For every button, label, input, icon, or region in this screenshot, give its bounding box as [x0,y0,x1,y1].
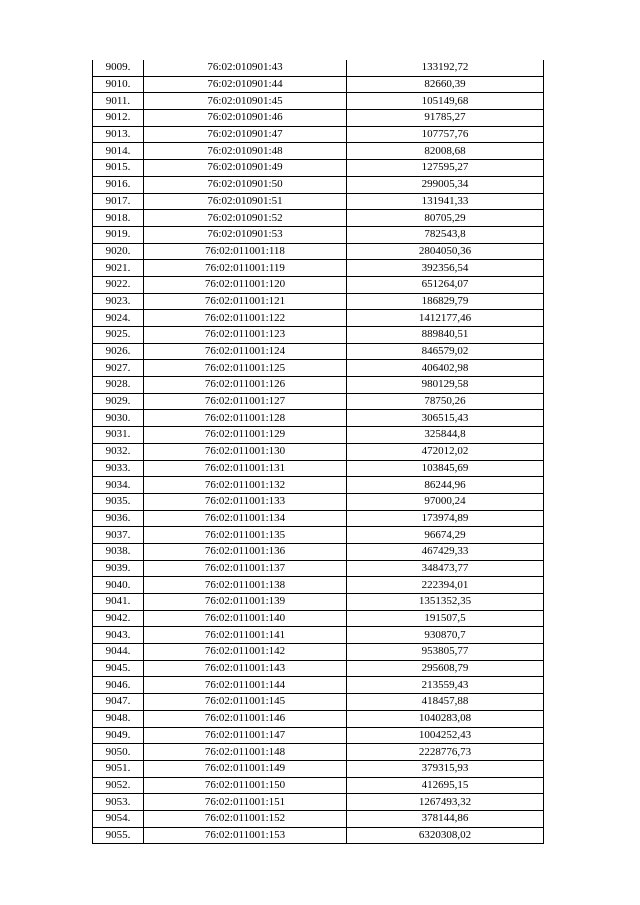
cadastral-number-cell: 76:02:010901:48 [144,143,347,160]
row-number-cell: 9050. [93,744,144,761]
cadastral-value-cell: 6320308,02 [347,827,544,844]
cadastral-number-cell: 76:02:010901:45 [144,93,347,110]
cadastral-value-cell: 378144,86 [347,810,544,827]
table-row [93,694,544,711]
row-number-cell: 9039. [93,560,144,577]
cadastral-value-cell: 467429,33 [347,543,544,560]
cadastral-number-cell: 76:02:011001:122 [144,310,347,327]
cadastral-value-cell: 846579,02 [347,343,544,360]
cadastral-number-cell: 76:02:011001:131 [144,460,347,477]
cadastral-value-cell: 2228776,73 [347,744,544,761]
table-row [93,427,544,444]
table-row [93,60,544,76]
cadastral-number-cell: 76:02:011001:137 [144,560,347,577]
row-number-cell: 9018. [93,210,144,227]
table-row [93,377,544,394]
table-row [93,543,544,560]
table-row [93,276,544,293]
cadastral-number-cell: 76:02:011001:146 [144,710,347,727]
row-number-cell: 9037. [93,527,144,544]
cadastral-number-cell: 76:02:010901:46 [144,110,347,127]
row-number-cell: 9034. [93,477,144,494]
cadastral-value-cell: 412695,15 [347,777,544,794]
cadastral-number-cell: 76:02:010901:53 [144,226,347,243]
table-row [93,93,544,110]
cadastral-number-cell: 76:02:010901:50 [144,176,347,193]
row-number-cell: 9038. [93,543,144,560]
cadastral-number-cell: 76:02:011001:135 [144,527,347,544]
table-row [93,193,544,210]
cadastral-number-cell: 76:02:011001:139 [144,594,347,611]
table-row [93,744,544,761]
row-number-cell: 9035. [93,493,144,510]
cadastral-value-cell: 127595,27 [347,160,544,177]
table-row [93,110,544,127]
cadastral-value-cell: 1351352,35 [347,594,544,611]
cadastral-number-cell: 76:02:011001:120 [144,276,347,293]
table-row [93,343,544,360]
cadastral-value-cell: 86244,96 [347,477,544,494]
table-row [93,710,544,727]
row-number-cell: 9048. [93,710,144,727]
table-row [93,677,544,694]
registry-table [92,60,544,844]
row-number-cell: 9046. [93,677,144,694]
cadastral-number-cell: 76:02:011001:136 [144,543,347,560]
cadastral-value-cell: 91785,27 [347,110,544,127]
row-number-cell: 9041. [93,594,144,611]
table-row [93,777,544,794]
cadastral-number-cell: 76:02:010901:49 [144,160,347,177]
cadastral-number-cell: 76:02:011001:119 [144,260,347,277]
table-row [93,393,544,410]
cadastral-value-cell: 131941,33 [347,193,544,210]
cadastral-value-cell: 78750,26 [347,393,544,410]
cadastral-number-cell: 76:02:011001:132 [144,477,347,494]
cadastral-value-cell: 306515,43 [347,410,544,427]
cadastral-number-cell: 76:02:011001:129 [144,427,347,444]
table-row [93,510,544,527]
cadastral-number-cell: 76:02:011001:121 [144,293,347,310]
cadastral-value-cell: 107757,76 [347,126,544,143]
cadastral-number-cell: 76:02:011001:138 [144,577,347,594]
cadastral-value-cell: 406402,98 [347,360,544,377]
cadastral-value-cell: 299005,34 [347,176,544,193]
table-row [93,727,544,744]
row-number-cell: 9049. [93,727,144,744]
table-row [93,644,544,661]
table-row [93,310,544,327]
cadastral-number-cell: 76:02:011001:152 [144,810,347,827]
table-row [93,243,544,260]
cadastral-number-cell: 76:02:011001:124 [144,343,347,360]
row-number-cell: 9009. [93,60,144,76]
row-number-cell: 9052. [93,777,144,794]
row-number-cell: 9017. [93,193,144,210]
cadastral-number-cell: 76:02:011001:127 [144,393,347,410]
row-number-cell: 9027. [93,360,144,377]
cadastral-value-cell: 213559,43 [347,677,544,694]
cadastral-value-cell: 651264,07 [347,276,544,293]
row-number-cell: 9042. [93,610,144,627]
cadastral-number-cell: 76:02:011001:145 [144,694,347,711]
cadastral-value-cell: 325844,8 [347,427,544,444]
row-number-cell: 9012. [93,110,144,127]
row-number-cell: 9033. [93,460,144,477]
table-row [93,660,544,677]
cadastral-value-cell: 295608,79 [347,660,544,677]
row-number-cell: 9051. [93,760,144,777]
cadastral-value-cell: 953805,77 [347,644,544,661]
cadastral-number-cell: 76:02:011001:123 [144,327,347,344]
row-number-cell: 9011. [93,93,144,110]
cadastral-value-cell: 80705,29 [347,210,544,227]
cadastral-number-cell: 76:02:011001:148 [144,744,347,761]
table-row [93,143,544,160]
table-row [93,126,544,143]
cadastral-number-cell: 76:02:011001:130 [144,443,347,460]
cadastral-value-cell: 222394,01 [347,577,544,594]
table-row [93,260,544,277]
cadastral-number-cell: 76:02:010901:51 [144,193,347,210]
row-number-cell: 9029. [93,393,144,410]
row-number-cell: 9024. [93,310,144,327]
table-row [93,477,544,494]
row-number-cell: 9020. [93,243,144,260]
cadastral-number-cell: 76:02:011001:133 [144,493,347,510]
table-row [93,810,544,827]
row-number-cell: 9044. [93,644,144,661]
cadastral-value-cell: 2804050,36 [347,243,544,260]
cadastral-number-cell: 76:02:010901:52 [144,210,347,227]
table-row [93,210,544,227]
row-number-cell: 9010. [93,76,144,93]
cadastral-number-cell: 76:02:011001:141 [144,627,347,644]
cadastral-value-cell: 133192,72 [347,60,544,76]
registry-table-body [93,60,544,844]
row-number-cell: 9014. [93,143,144,160]
cadastral-value-cell: 889840,51 [347,327,544,344]
row-number-cell: 9025. [93,327,144,344]
row-number-cell: 9021. [93,260,144,277]
cadastral-value-cell: 1412177,46 [347,310,544,327]
cadastral-number-cell: 76:02:011001:144 [144,677,347,694]
table-row [93,594,544,611]
cadastral-value-cell: 82008,68 [347,143,544,160]
table-row [93,560,544,577]
cadastral-number-cell: 76:02:011001:153 [144,827,347,844]
row-number-cell: 9013. [93,126,144,143]
row-number-cell: 9053. [93,794,144,811]
table-row [93,160,544,177]
row-number-cell: 9032. [93,443,144,460]
row-number-cell: 9030. [93,410,144,427]
table-row [93,76,544,93]
table-row [93,760,544,777]
cadastral-value-cell: 96674,29 [347,527,544,544]
row-number-cell: 9036. [93,510,144,527]
table-row [93,610,544,627]
row-number-cell: 9040. [93,577,144,594]
table-row [93,360,544,377]
table-row [93,443,544,460]
cadastral-value-cell: 82660,39 [347,76,544,93]
cadastral-value-cell: 392356,54 [347,260,544,277]
table-row [93,627,544,644]
row-number-cell: 9047. [93,694,144,711]
row-number-cell: 9026. [93,343,144,360]
cadastral-number-cell: 76:02:010901:43 [144,60,347,76]
row-number-cell: 9028. [93,377,144,394]
cadastral-value-cell: 472012,02 [347,443,544,460]
table-row [93,460,544,477]
cadastral-number-cell: 76:02:011001:140 [144,610,347,627]
cadastral-number-cell: 76:02:011001:151 [144,794,347,811]
cadastral-value-cell: 1004252,43 [347,727,544,744]
cadastral-value-cell: 1267493,32 [347,794,544,811]
cadastral-value-cell: 97000,24 [347,493,544,510]
row-number-cell: 9016. [93,176,144,193]
cadastral-number-cell: 76:02:011001:142 [144,644,347,661]
cadastral-number-cell: 76:02:011001:149 [144,760,347,777]
table-row [93,527,544,544]
cadastral-value-cell: 782543,8 [347,226,544,243]
cadastral-value-cell: 191507,5 [347,610,544,627]
cadastral-number-cell: 76:02:011001:118 [144,243,347,260]
cadastral-number-cell: 76:02:011001:126 [144,377,347,394]
cadastral-number-cell: 76:02:011001:125 [144,360,347,377]
cadastral-number-cell: 76:02:010901:47 [144,126,347,143]
cadastral-value-cell: 173974,89 [347,510,544,527]
table-row [93,176,544,193]
cadastral-number-cell: 76:02:010901:44 [144,76,347,93]
cadastral-number-cell: 76:02:011001:143 [144,660,347,677]
table-row [93,794,544,811]
row-number-cell: 9022. [93,276,144,293]
cadastral-value-cell: 105149,68 [347,93,544,110]
row-number-cell: 9055. [93,827,144,844]
row-number-cell: 9023. [93,293,144,310]
row-number-cell: 9019. [93,226,144,243]
row-number-cell: 9015. [93,160,144,177]
cadastral-value-cell: 930870,7 [347,627,544,644]
cadastral-number-cell: 76:02:011001:150 [144,777,347,794]
row-number-cell: 9043. [93,627,144,644]
cadastral-value-cell: 1040283,08 [347,710,544,727]
row-number-cell: 9054. [93,810,144,827]
table-row [93,577,544,594]
row-number-cell: 9031. [93,427,144,444]
cadastral-value-cell: 980129,58 [347,377,544,394]
cadastral-value-cell: 186829,79 [347,293,544,310]
table-row [93,827,544,844]
row-number-cell: 9045. [93,660,144,677]
table-row [93,410,544,427]
table-row [93,226,544,243]
cadastral-value-cell: 348473,77 [347,560,544,577]
cadastral-value-cell: 103845,69 [347,460,544,477]
cadastral-value-cell: 379315,93 [347,760,544,777]
table-row [93,327,544,344]
cadastral-number-cell: 76:02:011001:147 [144,727,347,744]
table-row [93,493,544,510]
cadastral-number-cell: 76:02:011001:128 [144,410,347,427]
cadastral-value-cell: 418457,88 [347,694,544,711]
table-row [93,293,544,310]
cadastral-number-cell: 76:02:011001:134 [144,510,347,527]
